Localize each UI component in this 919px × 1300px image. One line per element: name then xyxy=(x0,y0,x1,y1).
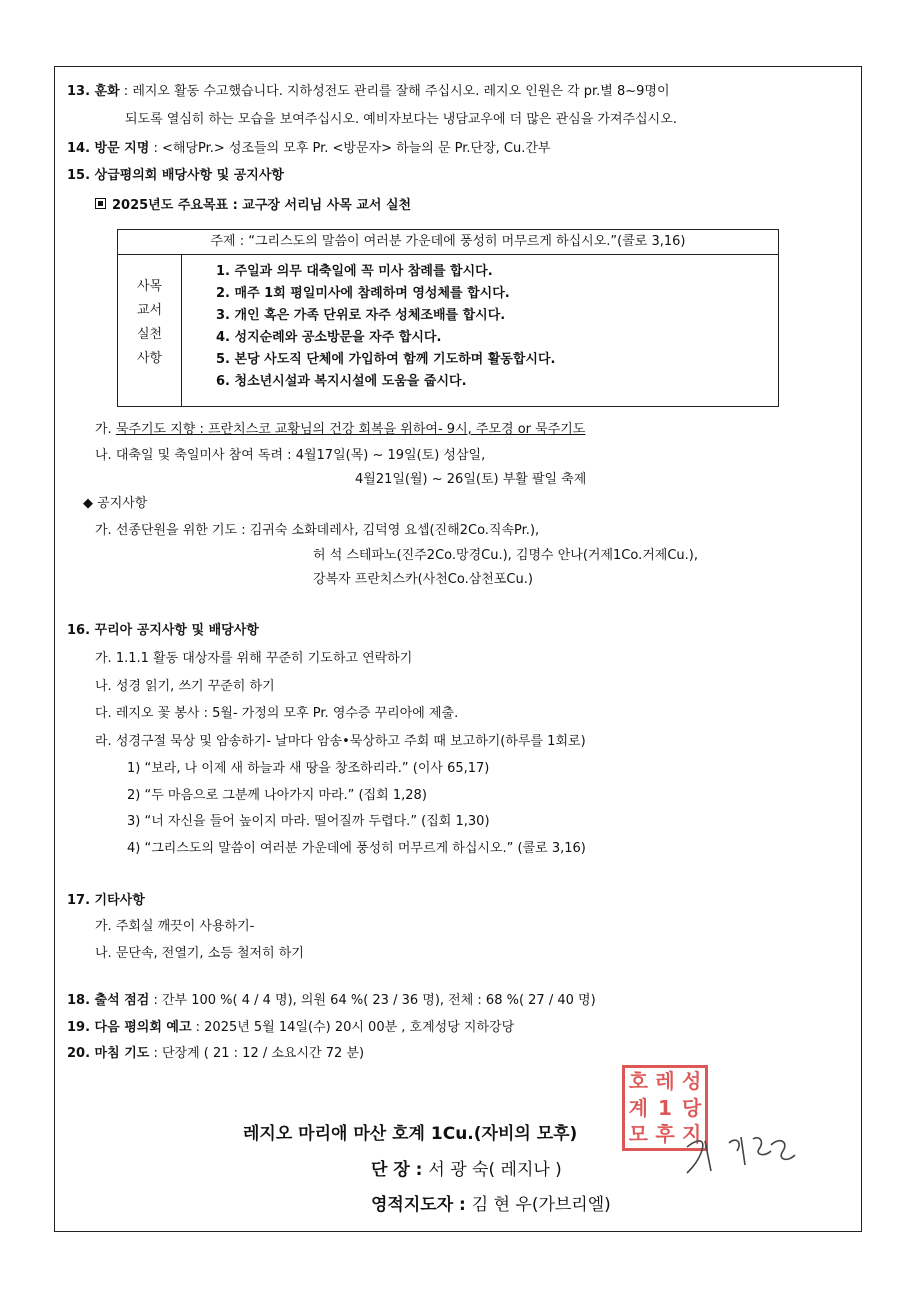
leader-label: 단 장 : xyxy=(371,1160,423,1180)
box-left-label: 실천 xyxy=(136,327,163,342)
rosary-prefix: 가. xyxy=(95,422,116,437)
misc-item: 가. 주회실 깨끗이 사용하기- xyxy=(95,919,255,934)
feast-mass-line2: 4월21일(월) ~ 26일(토) 부활 팔일 축제 xyxy=(355,472,587,487)
verse-item: 3) “너 자신을 들어 높이지 마라. 떨어질까 두렵다.” (집회 1,30) xyxy=(127,814,490,829)
director-line xyxy=(371,1190,611,1215)
document-page xyxy=(54,66,862,1232)
goal-label: 2025년도 주요목표 : 교구장 서리님 사목 교서 실천 xyxy=(112,198,412,213)
seal-char: 후 xyxy=(655,1122,675,1147)
closing-prayer-text: : 단장계 ( 21 : 12 / 소요시간 72 분) xyxy=(149,1046,365,1061)
prayer-line3: 강복자 프란치스카(사천Co.삼천포Cu.) xyxy=(313,572,533,587)
director-name: 김 현 우(가브리엘) xyxy=(471,1195,611,1215)
handwritten-signature xyxy=(679,1107,799,1177)
seal-char: 성 xyxy=(681,1069,702,1093)
leader-name: 서 광 숙( 레지나 ) xyxy=(428,1160,562,1180)
box-item: 3. 개인 혹은 가족 단위로 자주 성체조배를 합시다. xyxy=(216,308,506,323)
section-16-title: 16. 꾸리아 공지사항 및 배당사항 xyxy=(67,623,259,638)
curia-item: 라. 성경구절 묵상 및 암송하기- 날마다 암송•묵상하고 주회 때 보고하기(하루를 1회로) xyxy=(95,734,586,749)
section-18 xyxy=(67,993,596,1009)
curia-item: 다. 레지오 꽃 봉사 : 5월- 가정의 모후 Pr. 영수증 꾸리아에 제출. xyxy=(95,706,459,721)
prayer-line2: 허 석 스테파노(진주2Co.망경Cu.), 김명수 안나(거제1Co.거제Cu.), xyxy=(313,548,698,563)
seal-char: 1 xyxy=(658,1095,672,1120)
section-13 xyxy=(67,84,670,100)
section-13-label: 13. 훈화 xyxy=(67,84,120,99)
section-14-label: 14. 방문 지명 xyxy=(67,141,150,156)
seal-char: 당 xyxy=(681,1095,702,1120)
notice-title: ◆ 공지사항 xyxy=(83,496,148,511)
director-label: 영적지도자 : xyxy=(371,1195,466,1215)
box-item: 1. 주일과 의무 대축일에 꼭 미사 참례를 합시다. xyxy=(216,264,493,279)
section-13-line2: 되도록 열심히 하는 모습을 보여주십시오. 예비자보다는 냉담교우에 더 많은 관심을 가져주십시오. xyxy=(125,112,677,127)
leader-line xyxy=(371,1155,562,1180)
seal-char: 모 xyxy=(628,1122,648,1147)
box-item: 2. 매주 1회 평일미사에 참례하며 영성체를 합시다. xyxy=(216,286,510,301)
footer-org: 레지오 마리애 마산 호계 1Cu.(자비의 모후) xyxy=(243,1124,578,1144)
box-theme: 주제 : “그리스도의 말씀이 여러분 가운데에 풍성히 머무르게 하십시오.”(콜로 3,16) xyxy=(118,230,778,255)
rosary-text: 묵주기도 지향 : 프란치스코 교황님의 건강 회복을 위하여- 9시, 주모경 or 묵주기도 xyxy=(115,422,586,437)
section-20 xyxy=(67,1046,364,1062)
verse-item: 1) “보라, 나 이제 새 하늘과 새 땅을 창조하리라.” (이사 65,17) xyxy=(127,761,490,776)
attendance-text: : 간부 100 %( 4 / 4 명), 의원 64 %( 23 / 36 명), 전체 : 68 %( 27 / 40 명) xyxy=(149,993,596,1008)
pastoral-letter-box xyxy=(117,229,779,407)
section-20-label: 20. 마침 기도 xyxy=(67,1046,150,1061)
section-14 xyxy=(67,141,550,157)
section-18-label: 18. 출석 점검 xyxy=(67,993,150,1008)
box-left-label: 사목 xyxy=(136,279,163,294)
verse-item: 2) “두 마음으로 그분께 나아가지 마라.” (집회 1,28) xyxy=(127,788,427,803)
section-17-title: 17. 기타사항 xyxy=(67,893,145,908)
misc-item: 나. 문단속, 전열기, 소등 철저히 하기 xyxy=(95,946,304,961)
rosary-intention xyxy=(95,422,585,438)
section-14-text: : <해당Pr.> 성조들의 모후 Pr. <방문자> 하늘의 문 Pr.단장, Cu.간부 xyxy=(149,141,551,156)
section-19 xyxy=(67,1020,514,1036)
box-left-label: 사항 xyxy=(136,351,163,366)
next-meeting-text: : 2025년 5월 14일(수) 20시 00분 , 호계성당 지하강당 xyxy=(191,1020,515,1035)
section-19-label: 19. 다음 평의회 예고 xyxy=(67,1020,192,1035)
curia-item: 가. 1.1.1 활동 대상자를 위해 꾸준히 기도하고 연락하기 xyxy=(95,651,413,666)
section-13-text: : 레지오 활동 수고했습니다. 지하성전도 관리를 잘해 주십시오. 레지오 인원은 각 pr.별 8~9명이 xyxy=(119,84,670,99)
goal-line xyxy=(95,198,411,214)
seal-char: 레 xyxy=(655,1069,675,1093)
box-items xyxy=(216,261,555,393)
box-item: 6. 청소년시설과 복지시설에 도움을 줍시다. xyxy=(216,374,467,389)
seal-char: 계 xyxy=(628,1095,648,1120)
box-left-label: 교서 xyxy=(136,303,163,318)
seal-char: 호 xyxy=(628,1069,648,1093)
section-15-title: 15. 상급평의회 배당사항 및 공지사항 xyxy=(67,168,284,183)
box-item: 5. 본당 사도직 단체에 가입하여 함께 기도하며 활동합시다. xyxy=(216,352,556,367)
curia-item: 나. 성경 읽기, 쓰기 꾸준히 하기 xyxy=(95,679,275,694)
box-item: 4. 성지순례와 공소방문을 자주 합시다. xyxy=(216,330,442,345)
prayer-line1: 가. 선종단원을 위한 기도 : 김귀숙 소화데레사, 김덕영 요셉(진해2Co.직속Pr.), xyxy=(95,523,540,538)
checkbox-square-icon xyxy=(95,198,106,209)
feast-mass: 나. 대축일 및 축일미사 참여 독려 : 4월17일(목) ~ 19일(토) 성삼일, xyxy=(95,448,486,463)
box-left-column xyxy=(118,255,182,406)
verse-item: 4) “그리스도의 말씀이 여러분 가운데에 풍성히 머무르게 하십시오.” (콜로 3,16) xyxy=(127,841,586,856)
seal-char: 지 xyxy=(681,1122,702,1147)
